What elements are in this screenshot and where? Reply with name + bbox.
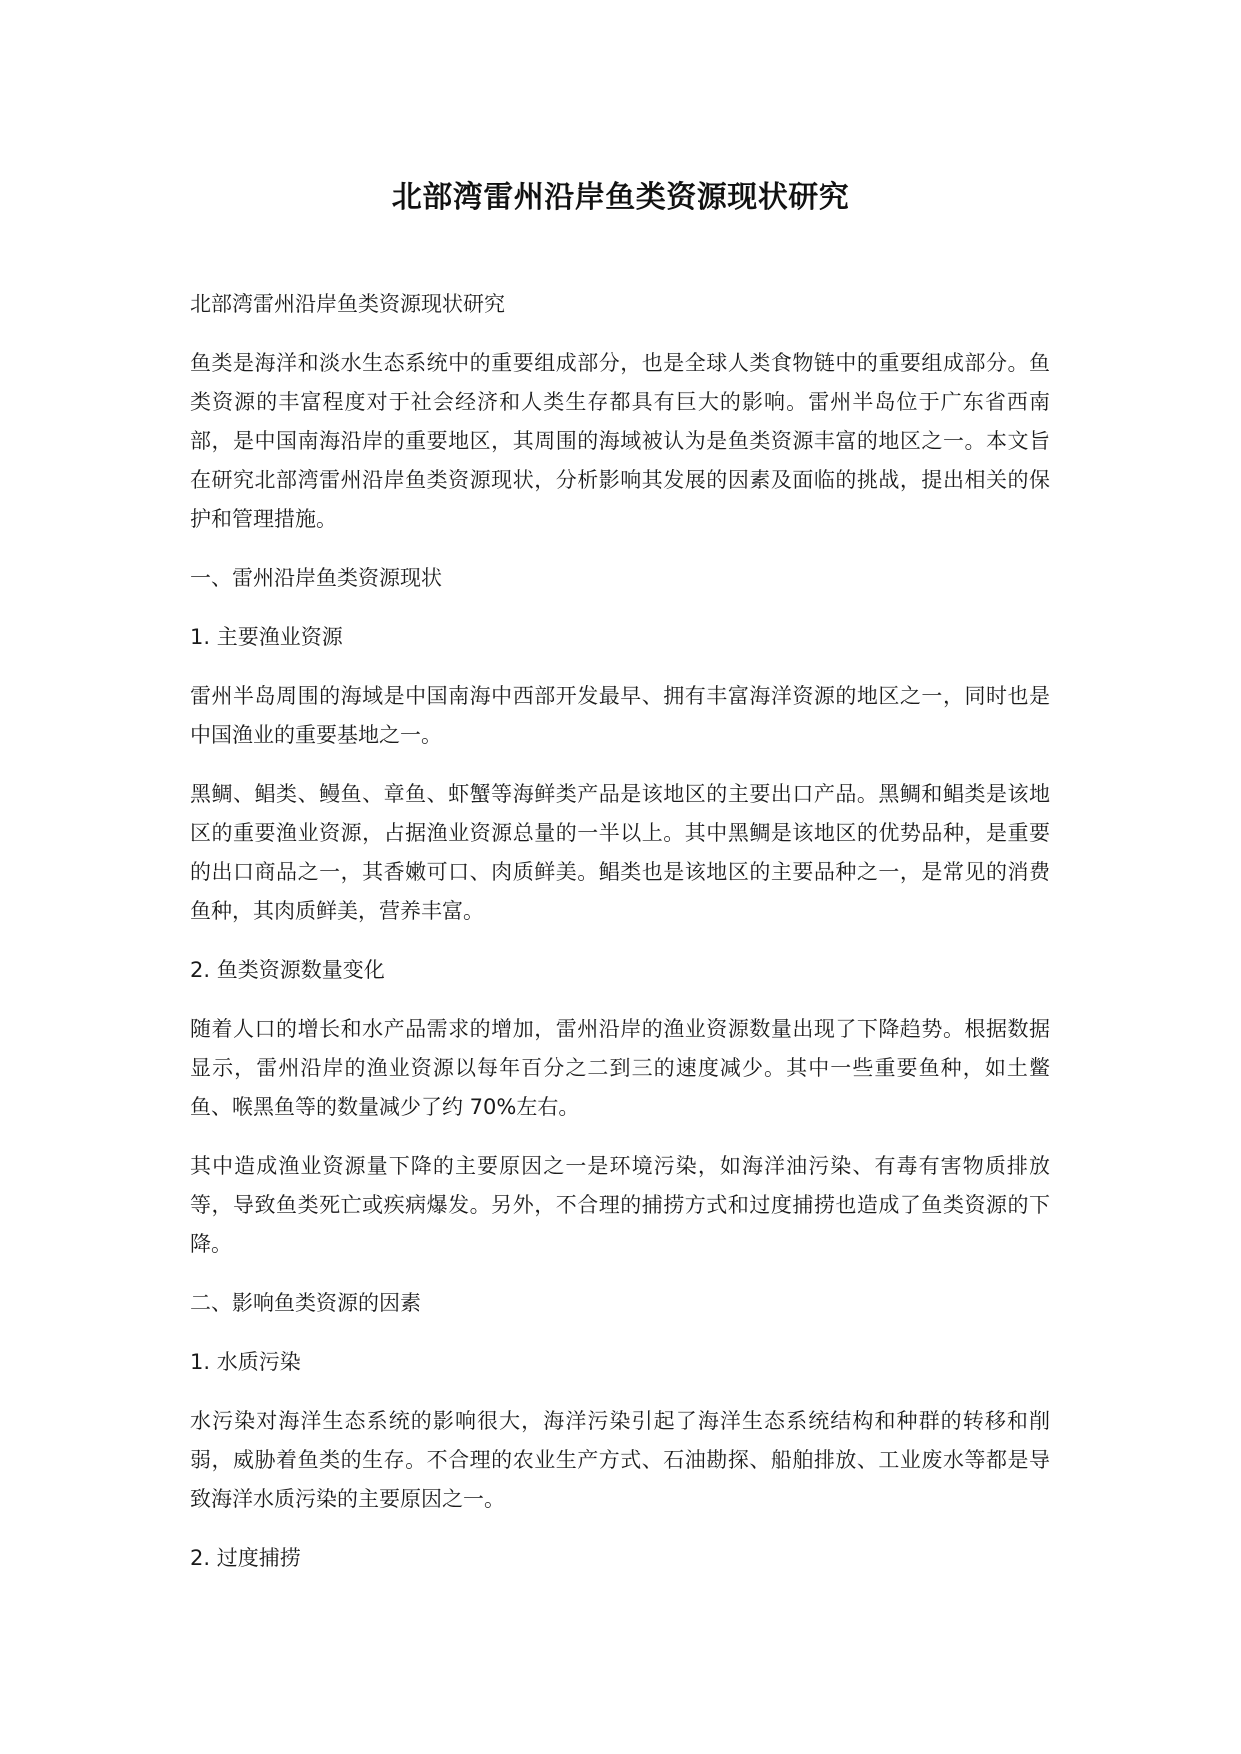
- paragraph-main-species: 黑鲷、鲳类、鳗鱼、章鱼、虾蟹等海鲜类产品是该地区的主要出口产品。黑鲷和鲳类是该地区的重要渔业资源，占据渔业资源总量的一半以上。其中黑鲷是该地区的优势品种，是重要的出口商品之一，其香嫩可口、肉质鲜美。鲳类也是该地区的主要品种之一，是常见的消费鱼种，其肉质鲜美，营养丰富。: [190, 782, 1050, 923]
- section-heading-2: 二、影响鱼类资源的因素: [190, 1291, 421, 1315]
- document-body: [190, 285, 1050, 1598]
- subsection-heading-2-2: 2. 过度捕捞: [190, 1546, 301, 1570]
- paragraph-intro: 鱼类是海洋和淡水生态系统中的重要组成部分，也是全球人类食物链中的重要组成部分。鱼类资源的丰富程度对于社会经济和人类生存都具有巨大的影响。雷州半岛位于广东省西南部，是中国南海沿岸的重要地区，其周围的海域被认为是鱼类资源丰富的地区之一。本文旨在研究北部湾雷州沿岸鱼类资源现状，分析影响其发展的因素及面临的挑战，提出相关的保护和管理措施。: [190, 351, 1050, 531]
- subsection-heading-1-1: 1. 主要渔业资源: [190, 625, 343, 649]
- section-heading-1: 一、雷州沿岸鱼类资源现状: [190, 566, 442, 590]
- subsection-heading-1-2: 2. 鱼类资源数量变化: [190, 958, 385, 982]
- paragraph-subtitle: 北部湾雷州沿岸鱼类资源现状研究: [190, 292, 505, 316]
- subsection-heading-2-1: 1. 水质污染: [190, 1350, 301, 1374]
- paragraph-quantity-decline: 随着人口的增长和水产品需求的增加，雷州沿岸的渔业资源数量出现了下降趋势。根据数据显示，雷州沿岸的渔业资源以每年百分之二到三的速度减少。其中一些重要鱼种，如土鳖鱼、喉黑鱼等的数量减少了约 70%左右。: [190, 1017, 1050, 1119]
- paragraph-decline-causes: 其中造成渔业资源量下降的主要原因之一是环境污染，如海洋油污染、有毒有害物质排放等，导致鱼类死亡或疾病爆发。另外，不合理的捕捞方式和过度捕捞也造成了鱼类资源的下降。: [190, 1154, 1050, 1256]
- paragraph-fishery-area: 雷州半岛周围的海域是中国南海中西部开发最早、拥有丰富海洋资源的地区之一，同时也是中国渔业的重要基地之一。: [190, 684, 1050, 747]
- document-title: 北部湾雷州沿岸鱼类资源现状研究: [391, 180, 850, 215]
- paragraph-water-pollution: 水污染对海洋生态系统的影响很大，海洋污染引起了海洋生态系统结构和种群的转移和削弱，威胁着鱼类的生存。不合理的农业生产方式、石油勘探、船舶排放、工业废水等都是导致海洋水质污染的主要原因之一。: [190, 1409, 1050, 1511]
